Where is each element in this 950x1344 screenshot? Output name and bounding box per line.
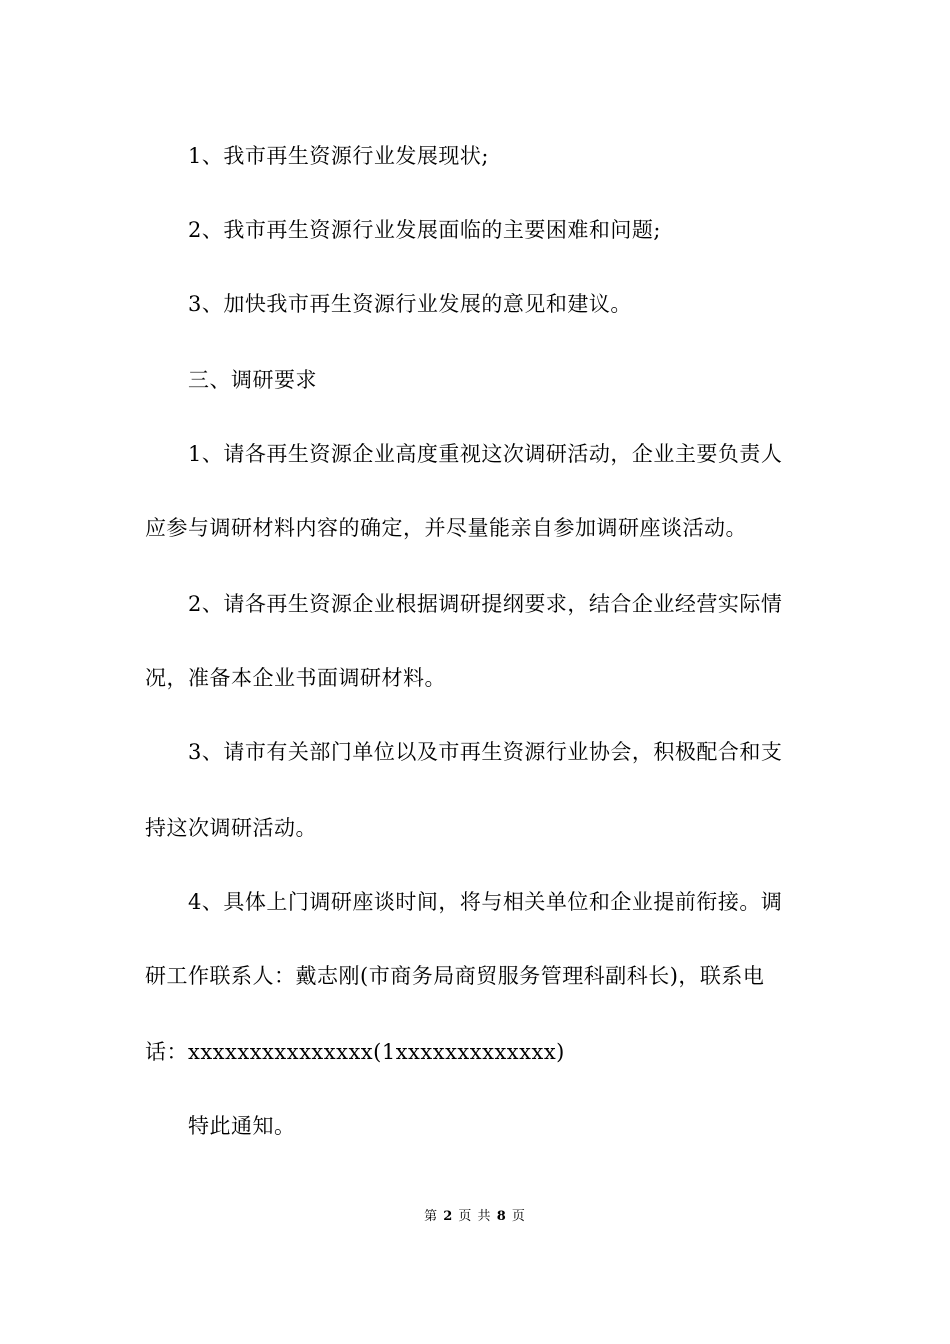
footer-page-number: 2 — [443, 1209, 454, 1224]
footer-total-pages: 8 — [496, 1209, 507, 1224]
requirement-4-line-2: 研工作联系人：戴志刚(市商务局商贸服务管理科副科长)，联系电 — [145, 964, 765, 988]
section-heading-requirements: 三、调研要求 — [188, 368, 317, 392]
outline-item-3: 3、加快我市再生资源行业发展的意见和建议。 — [188, 292, 632, 316]
footer-prefix: 第 — [424, 1209, 439, 1224]
requirement-1-line-1: 1、请各再生资源企业高度重视这次调研活动，企业主要负责人 — [188, 442, 783, 466]
requirement-4-line-1: 4、具体上门调研座谈时间，将与相关单位和企业提前衔接。调 — [188, 890, 783, 914]
outline-item-2: 2、我市再生资源行业发展面临的主要困难和问题; — [188, 218, 661, 242]
closing-remark: 特此通知。 — [188, 1114, 296, 1138]
page-footer — [0, 1208, 950, 1226]
requirement-3-line-2: 持这次调研活动。 — [145, 816, 317, 840]
requirement-2-line-1: 2、请各再生资源企业根据调研提纲要求，结合企业经营实际情 — [188, 592, 783, 616]
outline-item-1: 1、我市再生资源行业发展现状; — [188, 144, 489, 168]
requirement-3-line-1: 3、请市有关部门单位以及市再生资源行业协会，积极配合和支 — [188, 740, 783, 764]
requirement-1-line-2: 应参与调研材料内容的确定，并尽量能亲自参加调研座谈活动。 — [145, 516, 747, 540]
footer-middle: 页 共 — [458, 1209, 492, 1224]
footer-suffix: 页 — [511, 1209, 526, 1224]
requirement-4-line-3: 话：xxxxxxxxxxxxxxx(1xxxxxxxxxxxxx) — [145, 1040, 565, 1064]
requirement-2-line-2: 况，准备本企业书面调研材料。 — [145, 666, 446, 690]
